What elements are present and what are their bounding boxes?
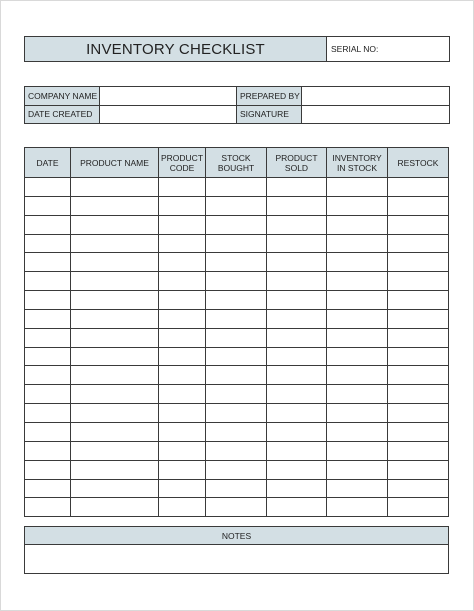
table-cell[interactable] (267, 215, 327, 234)
table-cell[interactable] (206, 178, 267, 197)
table-cell[interactable] (206, 404, 267, 423)
table-row (25, 404, 449, 423)
table-cell[interactable] (71, 178, 159, 197)
table-cell[interactable] (267, 328, 327, 347)
table-cell[interactable] (388, 385, 449, 404)
title-table (24, 36, 450, 62)
company-name-label: COMPANY NAME (25, 87, 100, 106)
table-cell[interactable] (71, 291, 159, 310)
table-cell[interactable] (25, 366, 71, 385)
table-cell[interactable] (159, 347, 206, 366)
serial-number-field[interactable]: SERIAL NO: (327, 37, 450, 62)
table-row (25, 460, 449, 479)
table-row (25, 422, 449, 441)
table-cell[interactable] (206, 385, 267, 404)
table-row (25, 385, 449, 404)
date-created-label: DATE CREATED (25, 105, 100, 124)
table-cell[interactable] (267, 460, 327, 479)
table-cell[interactable] (388, 347, 449, 366)
notes-table (24, 526, 449, 574)
table-cell[interactable] (206, 272, 267, 291)
column-header-product-sold: PRODUCT SOLD (267, 148, 327, 178)
table-cell[interactable] (267, 309, 327, 328)
notes-field[interactable] (25, 545, 449, 574)
table-cell[interactable] (206, 498, 267, 517)
table-cell[interactable] (327, 291, 388, 310)
table-cell[interactable] (25, 347, 71, 366)
table-cell[interactable] (71, 479, 159, 498)
table-cell[interactable] (206, 441, 267, 460)
inventory-table (24, 147, 449, 517)
table-cell[interactable] (327, 404, 388, 423)
table-cell[interactable] (159, 196, 206, 215)
table-cell[interactable] (159, 291, 206, 310)
table-cell[interactable] (25, 309, 71, 328)
table-cell[interactable] (267, 385, 327, 404)
table-cell[interactable] (327, 196, 388, 215)
notes-header: NOTES (25, 527, 449, 545)
table-cell[interactable] (25, 272, 71, 291)
table-cell[interactable] (388, 328, 449, 347)
table-cell[interactable] (327, 385, 388, 404)
table-cell[interactable] (327, 328, 388, 347)
table-cell[interactable] (25, 196, 71, 215)
table-cell[interactable] (388, 196, 449, 215)
table-row (25, 291, 449, 310)
table-cell[interactable] (388, 441, 449, 460)
table-cell[interactable] (206, 328, 267, 347)
prepared-by-field[interactable] (302, 87, 450, 106)
table-cell[interactable] (388, 309, 449, 328)
inventory-header-row (25, 148, 449, 178)
table-cell[interactable] (327, 460, 388, 479)
signature-label: SIGNATURE (237, 105, 302, 124)
date-created-field[interactable] (100, 105, 237, 124)
table-cell[interactable] (71, 385, 159, 404)
table-cell[interactable] (159, 234, 206, 253)
table-cell[interactable] (388, 460, 449, 479)
table-cell[interactable] (206, 479, 267, 498)
table-cell[interactable] (327, 366, 388, 385)
table-row (25, 441, 449, 460)
table-cell[interactable] (267, 441, 327, 460)
table-cell[interactable] (25, 404, 71, 423)
table-cell[interactable] (388, 253, 449, 272)
column-header-product-name: PRODUCT NAME (71, 148, 159, 178)
table-row (25, 479, 449, 498)
table-cell[interactable] (159, 215, 206, 234)
table-cell[interactable] (388, 422, 449, 441)
table-row (25, 234, 449, 253)
table-cell[interactable] (25, 253, 71, 272)
table-cell[interactable] (159, 404, 206, 423)
column-header-stock-bought: STOCK BOUGHT (206, 148, 267, 178)
table-cell[interactable] (388, 234, 449, 253)
table-cell[interactable] (159, 498, 206, 517)
table-cell[interactable] (25, 178, 71, 197)
table-cell[interactable] (25, 422, 71, 441)
table-cell[interactable] (159, 441, 206, 460)
table-cell[interactable] (267, 234, 327, 253)
table-cell[interactable] (25, 460, 71, 479)
table-cell[interactable] (71, 309, 159, 328)
table-cell[interactable] (327, 347, 388, 366)
table-cell[interactable] (25, 328, 71, 347)
table-cell[interactable] (327, 309, 388, 328)
table-cell[interactable] (388, 215, 449, 234)
table-cell[interactable] (71, 347, 159, 366)
table-row (25, 366, 449, 385)
table-cell[interactable] (327, 253, 388, 272)
table-cell[interactable] (206, 309, 267, 328)
table-cell[interactable] (327, 441, 388, 460)
table-cell[interactable] (25, 498, 71, 517)
table-row (25, 328, 449, 347)
table-cell[interactable] (71, 196, 159, 215)
table-cell[interactable] (71, 272, 159, 291)
table-cell[interactable] (206, 422, 267, 441)
table-cell[interactable] (71, 253, 159, 272)
table-row (25, 347, 449, 366)
table-cell[interactable] (267, 253, 327, 272)
table-cell[interactable] (159, 309, 206, 328)
inventory-body (25, 178, 449, 517)
table-cell[interactable] (267, 498, 327, 517)
table-cell[interactable] (206, 234, 267, 253)
table-cell[interactable] (159, 479, 206, 498)
page-title: INVENTORY CHECKLIST (25, 37, 327, 62)
table-cell[interactable] (327, 272, 388, 291)
table-cell[interactable] (71, 328, 159, 347)
table-cell[interactable] (206, 366, 267, 385)
company-name-field[interactable] (100, 87, 237, 106)
table-cell[interactable] (25, 234, 71, 253)
table-cell[interactable] (388, 178, 449, 197)
column-header-inventory-in-stock: INVENTORY IN STOCK (327, 148, 388, 178)
table-cell[interactable] (206, 460, 267, 479)
table-cell[interactable] (267, 347, 327, 366)
table-cell[interactable] (388, 272, 449, 291)
table-row (25, 215, 449, 234)
table-cell[interactable] (206, 215, 267, 234)
table-cell[interactable] (327, 479, 388, 498)
table-cell[interactable] (25, 291, 71, 310)
table-cell[interactable] (388, 291, 449, 310)
table-cell[interactable] (159, 178, 206, 197)
column-header-date: DATE (25, 148, 71, 178)
table-row (25, 253, 449, 272)
table-cell[interactable] (206, 253, 267, 272)
prepared-by-label: PREPARED BY (237, 87, 302, 106)
table-cell[interactable] (388, 479, 449, 498)
table-cell[interactable] (388, 498, 449, 517)
table-row (25, 309, 449, 328)
table-cell[interactable] (267, 196, 327, 215)
info-table (24, 86, 450, 124)
table-cell[interactable] (206, 291, 267, 310)
table-cell[interactable] (71, 441, 159, 460)
table-cell[interactable] (71, 422, 159, 441)
table-row (25, 498, 449, 517)
table-cell[interactable] (71, 404, 159, 423)
table-cell[interactable] (206, 347, 267, 366)
table-cell[interactable] (25, 385, 71, 404)
table-row (25, 272, 449, 291)
table-cell[interactable] (159, 253, 206, 272)
table-cell[interactable] (25, 441, 71, 460)
column-header-product-code: PRODUCT CODE (159, 148, 206, 178)
table-cell[interactable] (159, 328, 206, 347)
table-cell[interactable] (71, 234, 159, 253)
table-cell[interactable] (159, 385, 206, 404)
table-cell[interactable] (71, 460, 159, 479)
table-cell[interactable] (327, 234, 388, 253)
table-cell[interactable] (267, 291, 327, 310)
table-cell[interactable] (267, 272, 327, 291)
table-cell[interactable] (267, 178, 327, 197)
table-cell[interactable] (327, 215, 388, 234)
signature-field[interactable] (302, 105, 450, 124)
table-cell[interactable] (327, 178, 388, 197)
table-cell[interactable] (327, 498, 388, 517)
table-cell[interactable] (159, 422, 206, 441)
table-row (25, 178, 449, 197)
table-cell[interactable] (267, 422, 327, 441)
table-cell[interactable] (267, 479, 327, 498)
table-cell[interactable] (267, 404, 327, 423)
column-header-restock: RESTOCK (388, 148, 449, 178)
table-cell[interactable] (25, 479, 71, 498)
table-cell[interactable] (159, 272, 206, 291)
table-cell[interactable] (159, 460, 206, 479)
table-cell[interactable] (25, 215, 71, 234)
table-row (25, 196, 449, 215)
table-cell[interactable] (71, 366, 159, 385)
table-cell[interactable] (206, 196, 267, 215)
table-cell[interactable] (327, 422, 388, 441)
table-cell[interactable] (159, 366, 206, 385)
table-cell[interactable] (71, 215, 159, 234)
table-cell[interactable] (388, 404, 449, 423)
table-cell[interactable] (71, 498, 159, 517)
table-cell[interactable] (388, 366, 449, 385)
table-cell[interactable] (267, 366, 327, 385)
